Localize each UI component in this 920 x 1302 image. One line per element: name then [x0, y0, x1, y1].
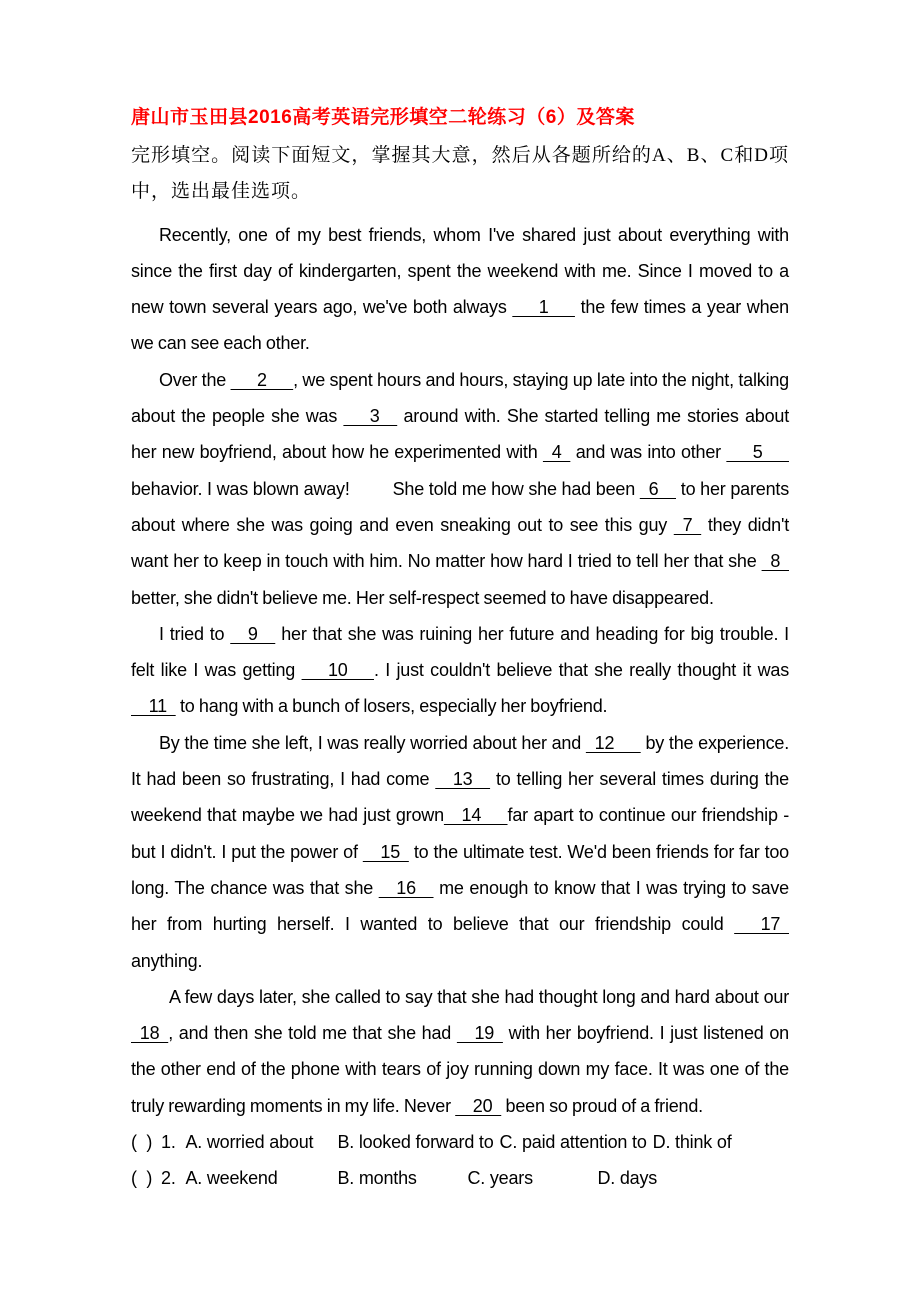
blank-6: 6 [639, 478, 676, 499]
instructions-text: 完形填空。阅读下面短文，掌握其大意，然后从各题所给的A、B、C和D项中，选出最佳选项。 [131, 145, 789, 203]
answer-paren: ( ) [131, 1132, 153, 1153]
passage-paragraph-3: I tried to 9 her that she was ruining her future and heading for big trouble. I felt like I was getting 10 . I just couldn't believe that she really thought it was 11 to hang with a bunch of losers, especially her boyfriend. [131, 623, 790, 717]
passage-paragraph-5: A few days later, she called to say that she had thought long and hard about our 18 , and then she told me that she had 19 with her boyfriend. I just listened on the other end of the phone with tears of joy running down my face. It was one of the truly rewarding moments in my life. Never 20 been so proud of a friend. [131, 986, 789, 1116]
blank-16: 16 [378, 877, 434, 898]
blank-1: 1 [512, 297, 575, 318]
question-number: 1. [161, 1132, 176, 1153]
blank-8: 8 [761, 551, 789, 572]
document-title: 唐山市玉田县2016高考英语完形填空二轮练习（6）及答案 [131, 107, 635, 128]
option-b: B. months [337, 1168, 417, 1189]
option-d: D. days [597, 1168, 658, 1189]
cloze-passage [131, 217, 789, 1124]
option-b: B. looked forward to [337, 1132, 494, 1153]
blank-19: 19 [456, 1023, 503, 1044]
passage-paragraph-1: Recently, one of my best friends, whom I've shared just about everything with since the first day of kindergarten, spent the weekend with me. Since I moved to a new town several years ago, we've both always 1 the few times a year when we can see each other. [131, 224, 789, 354]
option-a: A. worried about [185, 1132, 314, 1153]
blank-9: 9 [230, 623, 276, 644]
blank-17: 17 [734, 914, 789, 935]
option-c: C. paid attention to [499, 1132, 647, 1153]
answer-options-list [131, 1124, 789, 1197]
blank-11: 11 [131, 696, 176, 717]
question-number: 2. [161, 1168, 176, 1189]
blank-12: 12 [585, 732, 641, 753]
question-row-1 [131, 1124, 789, 1160]
blank-2: 2 [230, 369, 294, 390]
blank-18: 18 [131, 1023, 169, 1044]
blank-7: 7 [673, 514, 702, 535]
blank-20: 20 [455, 1095, 502, 1116]
blank-10: 10 [301, 660, 374, 681]
blank-5: 5 [726, 442, 789, 463]
blank-13: 13 [435, 769, 491, 790]
blank-14: 14 [443, 805, 508, 826]
passage-paragraph-2: Over the 2 , we spent hours and hours, staying up late into the night, talking about the people she was 3 around with. She started telling me stories about her new boyfriend, about how he experimented with 4 and was into other 5 behavior. I was blown away! She told me how she had been 6 to her parents about where she was going and even sneaking out to see this guy 7 they didn't want her to keep in touch with him. No matter how hard I tried to tell her that she 8 better, she didn't believe me. Her self-respect seemed to have disappeared. [131, 369, 790, 608]
option-c: C. years [467, 1168, 533, 1189]
blank-4: 4 [542, 442, 571, 463]
option-d: D. think of [652, 1132, 732, 1153]
answer-paren: ( ) [131, 1168, 153, 1189]
question-row-2 [131, 1160, 789, 1196]
blank-3: 3 [343, 406, 398, 427]
option-a: A. weekend [185, 1168, 278, 1189]
blank-15: 15 [362, 841, 409, 862]
passage-paragraph-4: By the time she left, I was really worried about her and 12 by the experience. It had been so frustrating, I had come 13 to telling her several times during the weekend that maybe we had just grown 14 far apart to continue our friendship - but I didn't. I put the power of 15 to the ultimate test. We'd been friends for far too long. The chance was that she 16 me enough to know that I was trying to save her from hurting herself. I wanted to believe that our friendship could 17 anything. [131, 732, 789, 971]
